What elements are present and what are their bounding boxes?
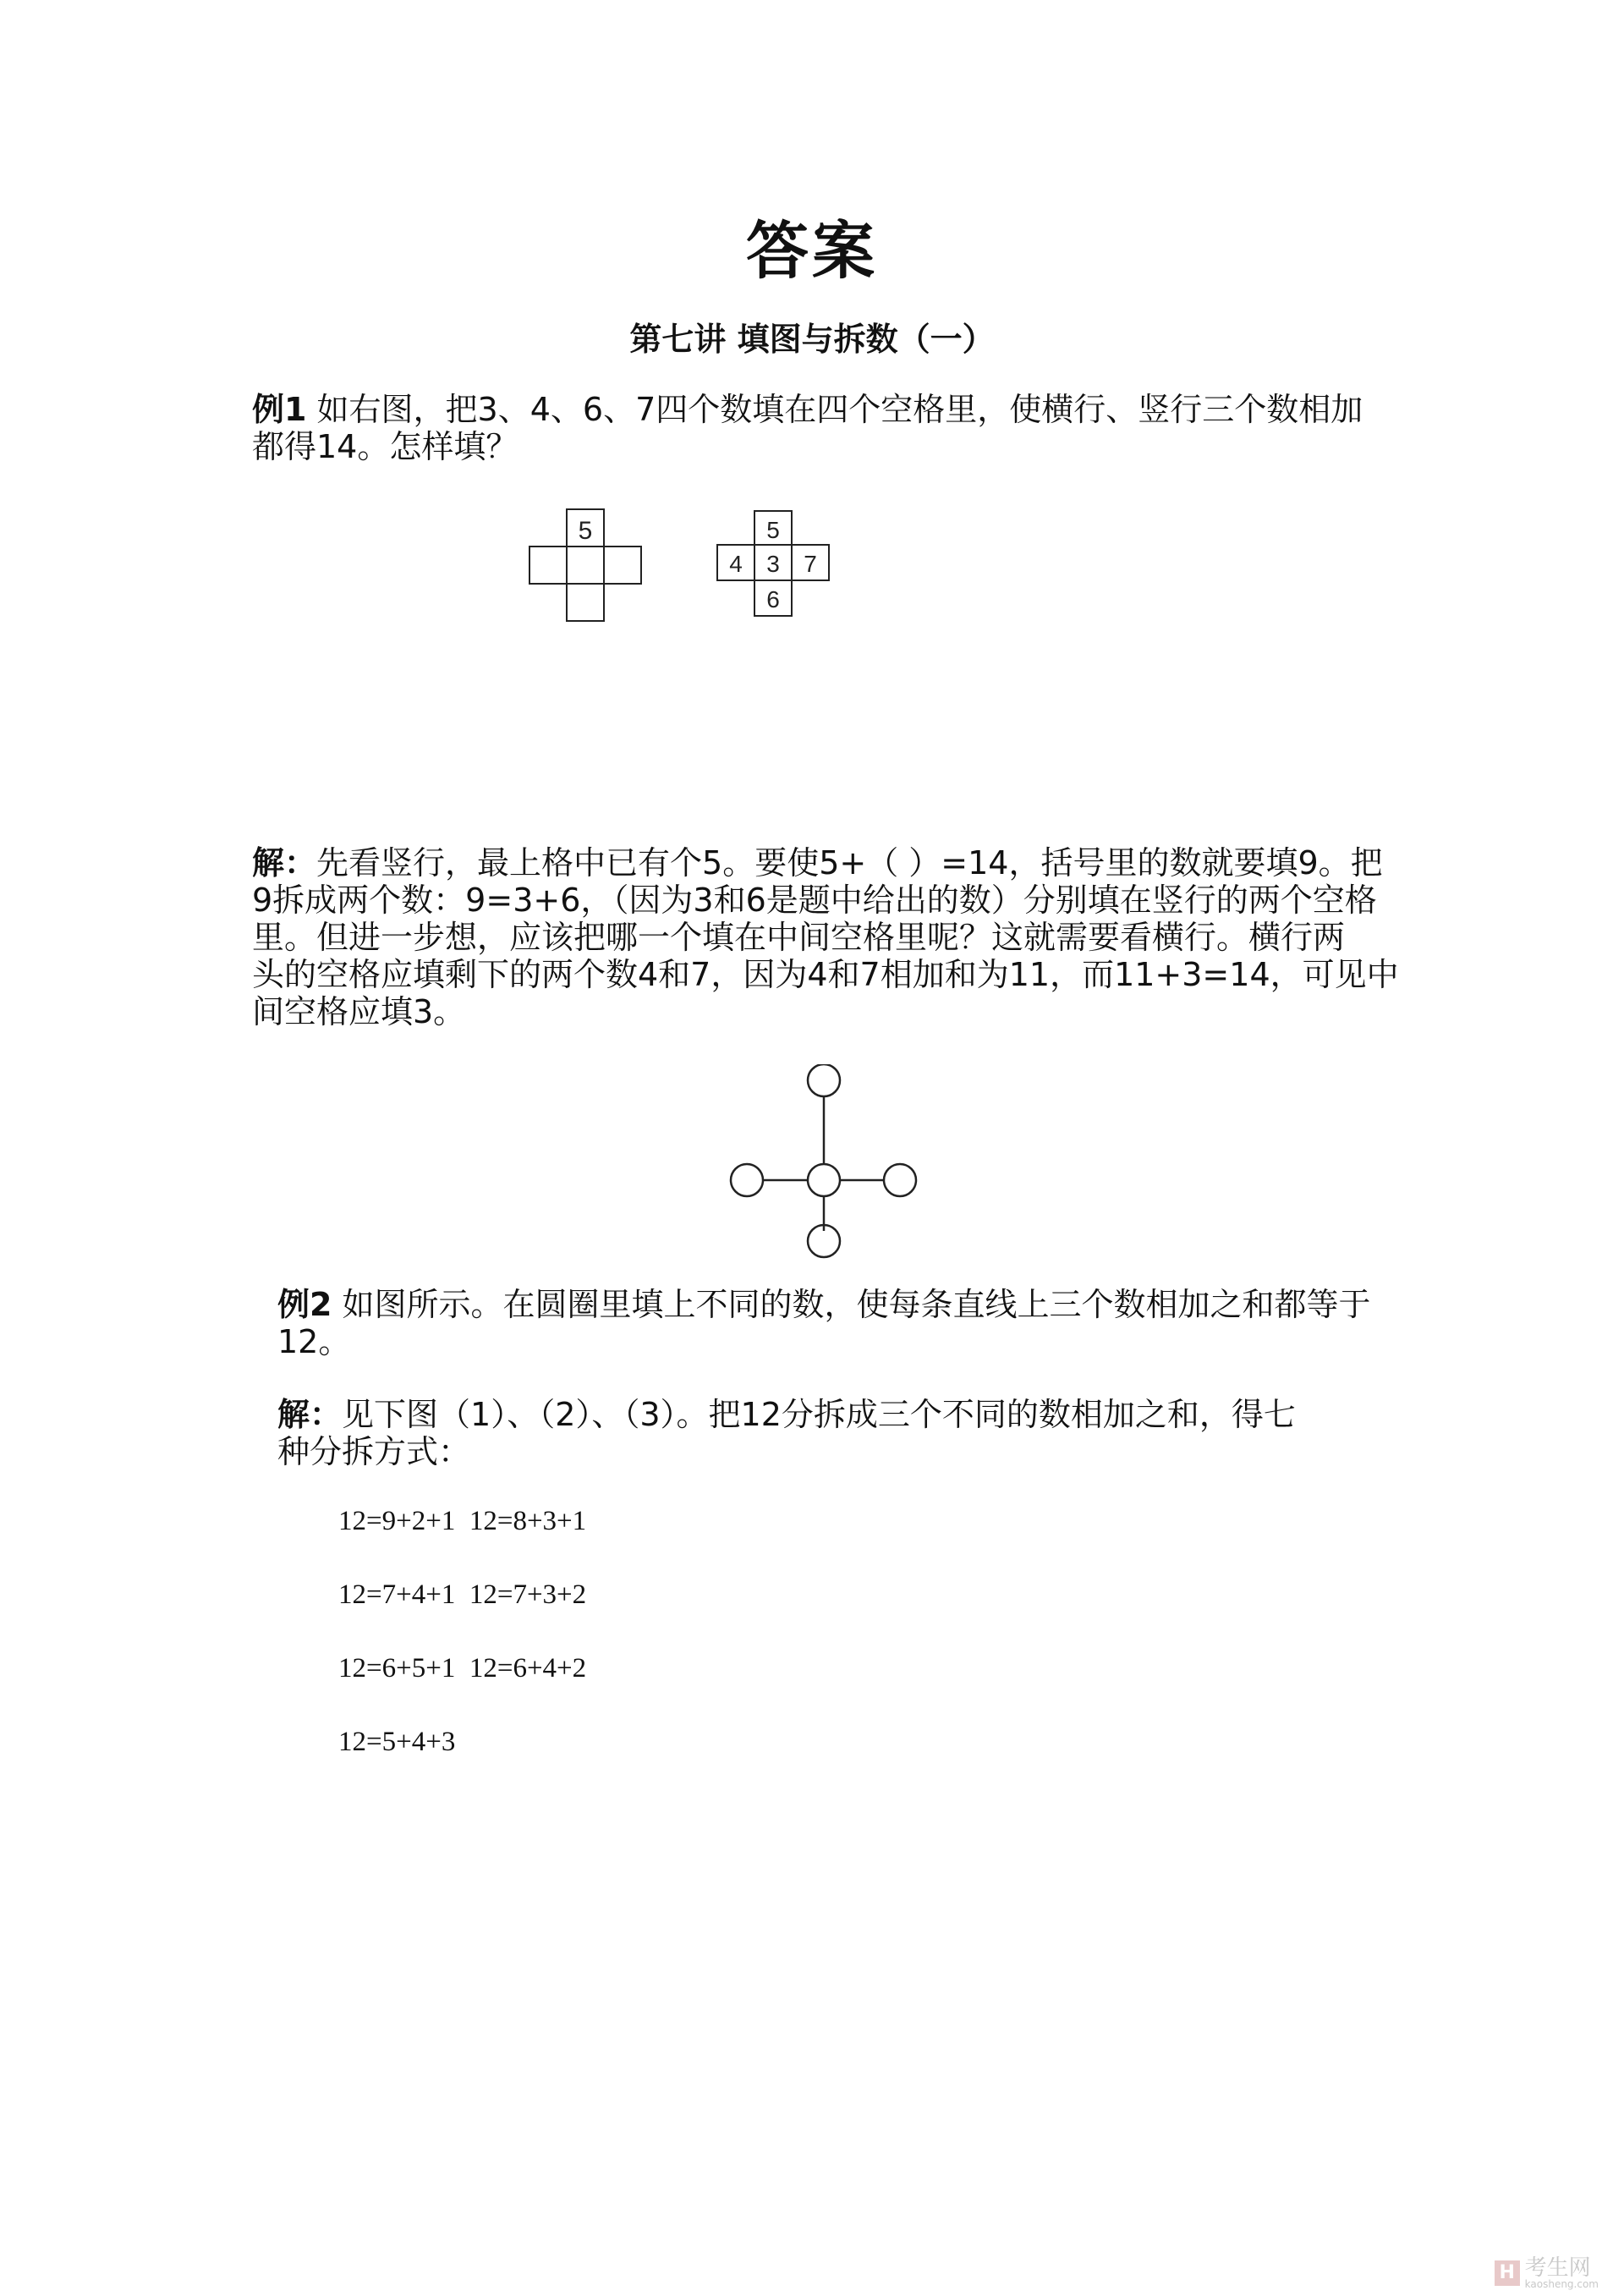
formula-line-4: 12=5+4+3 [338,1727,456,1757]
watermark [1495,2257,1599,2289]
grid-number-right: 7 [804,551,817,577]
example2-text [277,1286,1411,1360]
solution1-line1: 先看竖行，最上格中已有个5。要使5+（ ）=14，括号里的数就要填9。把 [316,844,1383,882]
solution1-label: 解： [252,844,317,882]
example1-line2: 都得14。怎样填？ [252,428,518,465]
grid-cell-left [529,547,567,584]
cross-grid-figure-filled [710,506,846,633]
solution1-text [252,844,1402,1030]
grid-cell-right [604,547,641,584]
example1-text [252,391,1385,465]
circle-right [884,1164,916,1196]
formula-line-1: 12=9+2+1 12=8+3+1 [338,1506,587,1536]
grid-number-top: 5 [578,517,593,545]
grid-cell-bottom [567,584,604,621]
example2-line2: 12。 [277,1323,351,1360]
lecture-subtitle: 第七讲 填图与拆数（一） [629,320,995,358]
example1-label: 例1 [252,391,307,428]
solution2-label: 解： [277,1396,343,1433]
circle-top [808,1064,840,1096]
watermark-subtext: kaosheng.com [1524,2278,1599,2290]
circle-cross-diagram [727,1064,930,1259]
grid-number-left: 4 [729,551,743,577]
example2-label: 例2 [277,1286,332,1323]
solution1-line3: 里。但进一步想，应该把哪一个填在中间空格里呢？这就需要看横行。横行两 [252,919,1346,956]
grid-number-top: 5 [766,517,780,543]
grid-number-center: 3 [766,551,780,577]
solution1-line5: 间空格应填3。 [252,993,466,1030]
example2-line1: 如图所示。在圆圈里填上不同的数，使每条直线上三个数相加之和都等于 [342,1286,1371,1323]
circle-center [808,1164,840,1196]
example1-line1: 如右图，把3、4、6、7四个数填在四个空格里，使横行、竖行三个数相加 [316,391,1363,428]
cross-grid-figure-empty [524,506,651,633]
page-title: 答案 [746,215,878,288]
solution2-line2: 种分拆方式： [277,1433,471,1470]
solution2-line1: 见下图（1）、（2）、（3）。把12分拆成三个不同的数相加之和，得七 [342,1396,1296,1433]
circle-left [731,1164,763,1196]
solution2-text [277,1396,1411,1470]
solution1-line2: 9拆成两个数：9=3+6，（因为3和6是题中给出的数）分别填在竖行的两个空格 [252,882,1377,919]
grid-cell-center [567,547,604,584]
watermark-text: 考生网 [1524,2255,1591,2281]
watermark-logo-icon: H [1495,2260,1520,2286]
formula-line-3: 12=6+5+1 12=6+4+2 [338,1653,587,1684]
formula-line-2: 12=7+4+1 12=7+3+2 [338,1579,587,1610]
grid-number-bottom: 6 [766,586,780,612]
solution1-line4: 头的空格应填剩下的两个数4和7，因为4和7相加和为11，而11+3=14，可见中 [252,956,1399,993]
